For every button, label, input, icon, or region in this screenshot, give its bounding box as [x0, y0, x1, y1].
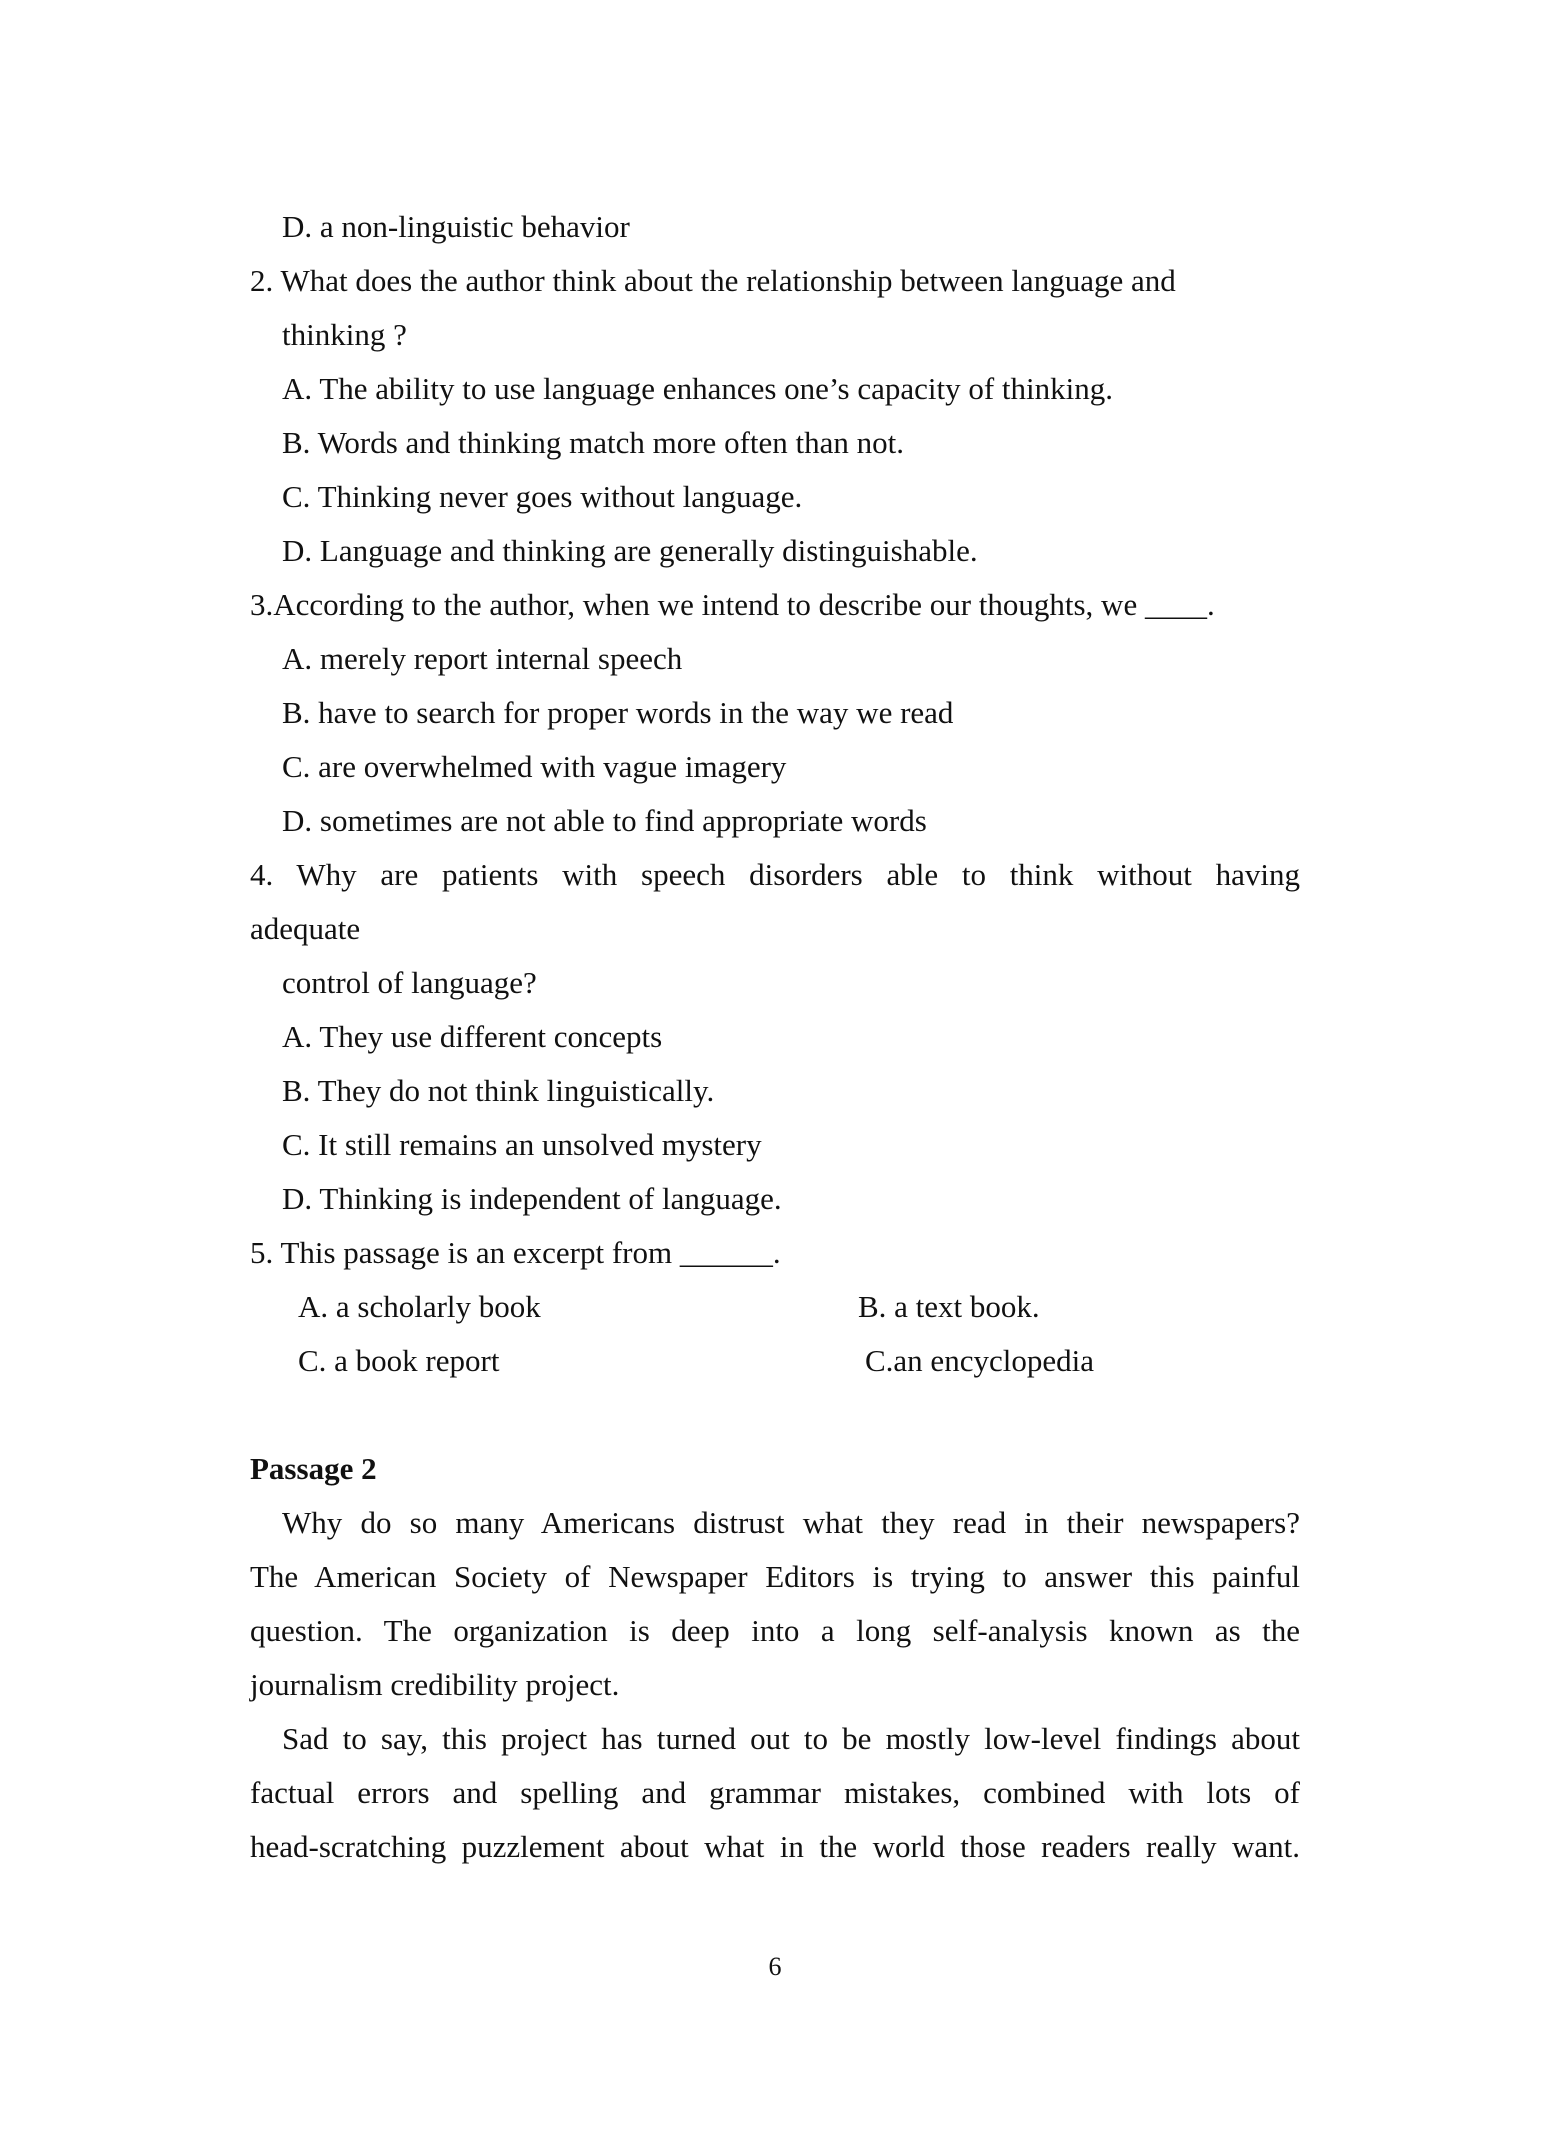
q2-option-d: D. Language and thinking are generally distinguishable. [282, 533, 978, 568]
q4-option-d: D. Thinking is independent of language. [282, 1181, 782, 1216]
q2-option-a: A. The ability to use language enhances one’s capacity of thinking. [282, 371, 1114, 406]
passage-2-p1-line2: The American Society of Newspaper Editors is trying to answer this painful [250, 1559, 1300, 1594]
q2-option-c: C. Thinking never goes without language. [282, 479, 803, 514]
q1-option-d: D. a non-linguistic behavior [282, 209, 630, 244]
q3-option-b: B. have to search for proper words in the way we read [282, 695, 954, 730]
q5-option-b: B. a text book. [858, 1289, 1040, 1324]
q4-stem-line2: adequate [250, 911, 361, 946]
passage-2-heading: Passage 2 [250, 1451, 377, 1486]
passage-2-p1-line3: question. The organization is deep into a long self-analysis known as the [250, 1613, 1300, 1648]
q5-stem: 5. This passage is an excerpt from ______. [250, 1235, 781, 1270]
q4-option-a: A. They use different concepts [282, 1019, 663, 1054]
passage-2-p2-line1: Sad to say, this project has turned out to be mostly low-level findings about [282, 1721, 1300, 1756]
q2-stem-line2: thinking ? [282, 317, 407, 352]
passage-2-p2-line2: factual errors and spelling and grammar mistakes, combined with lots of [250, 1775, 1300, 1810]
q2-stem-line1: 2. What does the author think about the relationship between language and [250, 263, 1176, 298]
q3-option-d: D. sometimes are not able to find appropriate words [282, 803, 927, 838]
passage-2-p1-line1: Why do so many Americans distrust what they read in their newspapers? [282, 1505, 1300, 1540]
q4-option-b: B. They do not think linguistically. [282, 1073, 715, 1108]
q2-option-b: B. Words and thinking match more often than not. [282, 425, 904, 460]
q4-stem-line1: 4. Why are patients with speech disorders able to think without having [250, 857, 1300, 892]
q5-option-c: C. a book report [298, 1343, 500, 1378]
q5-option-a: A. a scholarly book [298, 1289, 541, 1324]
passage-2-p2-line3: head-scratching puzzlement about what in the world those readers really want. [250, 1829, 1300, 1864]
q3-option-c: C. are overwhelmed with vague imagery [282, 749, 787, 784]
page-number: 6 [768, 1952, 782, 1981]
q3-stem: 3.According to the author, when we intend to describe our thoughts, we ____. [250, 587, 1215, 622]
passage-2-p1-line4: journalism credibility project. [250, 1667, 620, 1702]
q4-stem-line3: control of language? [282, 965, 537, 1000]
q5-option-d: C.an encyclopedia [865, 1343, 1094, 1378]
q4-option-c: C. It still remains an unsolved mystery [282, 1127, 762, 1162]
q3-option-a: A. merely report internal speech [282, 641, 683, 676]
